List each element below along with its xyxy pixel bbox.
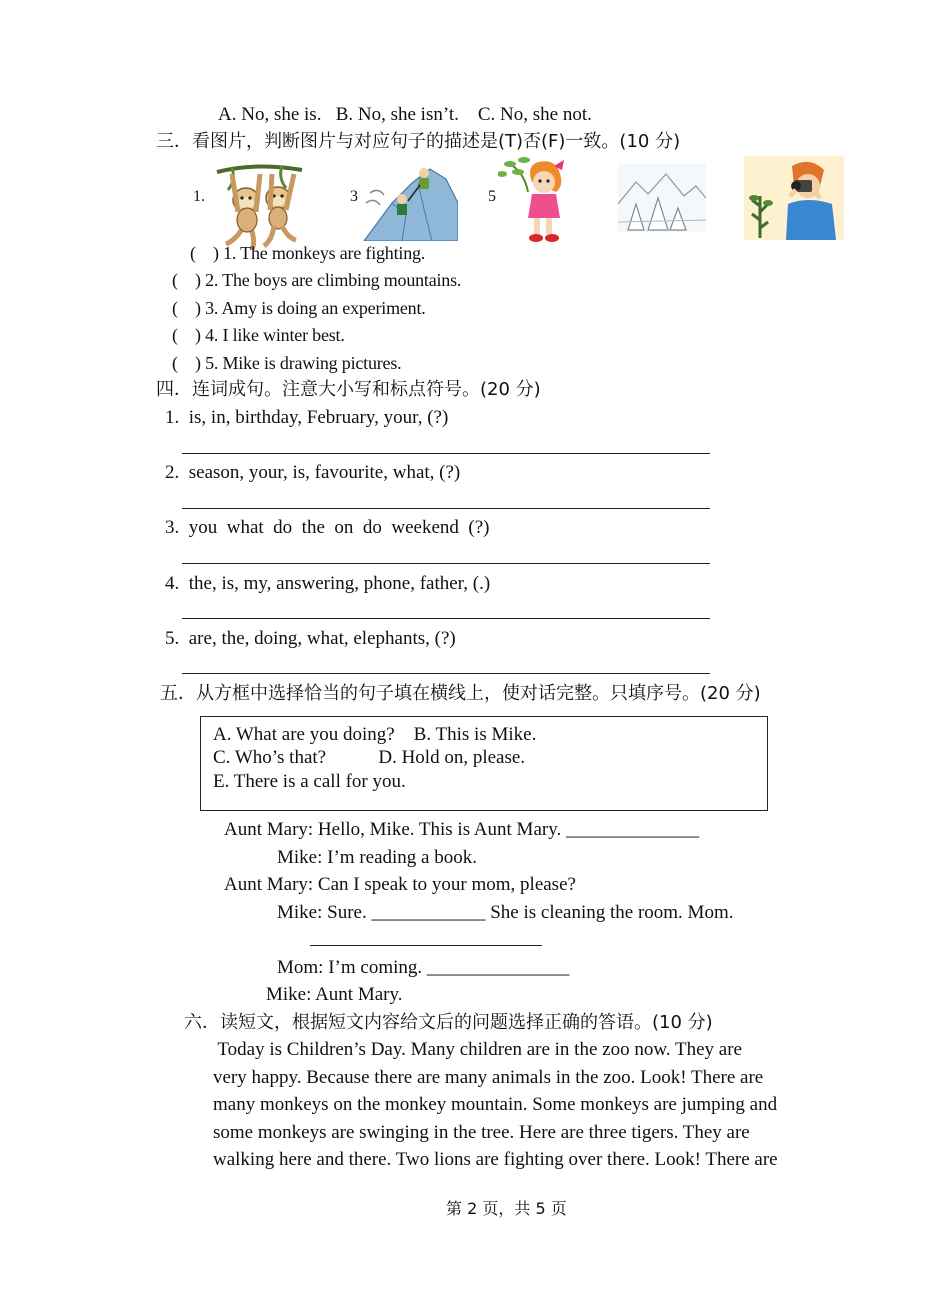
girl-with-plant-icon	[498, 152, 574, 244]
section4-item-5: 5. are, the, doing, what, elephants, (?)	[165, 628, 456, 649]
section4-item-1: 1. is, in, birthday, February, your, (?)	[165, 407, 449, 428]
pic-number-5: 5	[488, 188, 496, 205]
answer-line-1[interactable]	[182, 453, 710, 454]
answer-line-4[interactable]	[182, 618, 710, 619]
options-box-line-2: C. Who’s that? D. Hold on, please.	[213, 747, 526, 768]
passage-line-5: walking here and there. Two lions are fighting over there. Look! There are	[213, 1149, 778, 1170]
section4-heading: 四．连词成句。注意大小写和标点符号。(20 分)	[156, 379, 541, 400]
options-box-line-1: A. What are you doing? B. This is Mike.	[213, 724, 537, 745]
dialogue-answer-line[interactable]	[310, 945, 542, 946]
section3-heading: 三．看图片，判断图片与对应句子的描述是(T)否(F)一致。(10 分)	[156, 131, 681, 152]
passage-line-3: many monkeys on the monkey mountain. Some monkeys are jumping and	[213, 1094, 778, 1115]
passage-line-4: some monkeys are swinging in the tree. Here are three tigers. They are	[213, 1122, 750, 1143]
dialogue-line-5: Mom: I’m coming. _______________	[277, 957, 570, 978]
climbing-boys-icon	[362, 163, 458, 241]
section3-item-4: ( ) 4. I like winter best.	[172, 325, 345, 345]
dialogue-line-3: Aunt Mary: Can I speak to your mom, please?	[224, 874, 576, 895]
answer-line-5[interactable]	[182, 673, 710, 674]
dialogue-line-2: Mike: I’m reading a book.	[277, 847, 477, 868]
answer-line-2[interactable]	[182, 508, 710, 509]
answer-line-3[interactable]	[182, 563, 710, 564]
section3-item-1: ( ) 1. The monkeys are fighting.	[190, 243, 426, 263]
passage-line-2: very happy. Because there are many animals in the zoo. Look! There are	[213, 1067, 764, 1088]
dialogue-line-6: Mike: Aunt Mary.	[266, 984, 403, 1005]
section4-item-3: 3. you what do the on do weekend (?)	[165, 517, 490, 538]
page-footer: 第 2 页，共 5 页	[446, 1199, 567, 1218]
photographer-icon	[744, 156, 844, 240]
monkeys-icon	[212, 160, 304, 252]
options-box-line-3: E. There is a call for you.	[213, 771, 406, 792]
pic-number-3: 3	[350, 188, 358, 205]
section6-heading: 六．读短文，根据短文内容给文后的问题选择正确的答语。(10 分)	[184, 1012, 713, 1033]
top-options: A. No, she is. B. No, she isn’t. C. No, she not.	[218, 104, 592, 125]
passage-line-1: Today is Children’s Day. Many children are in the zoo now. They are	[213, 1039, 742, 1060]
dialogue-line-1: Aunt Mary: Hello, Mike. This is Aunt Mary. ______________	[224, 819, 699, 840]
section4-item-2: 2. season, your, is, favourite, what, (?)	[165, 462, 461, 483]
section5-heading: 五．从方框中选择恰当的句子填在横线上，使对话完整。只填序号。(20 分)	[160, 683, 761, 704]
pic-number-1: 1.	[193, 188, 205, 205]
section3-item-3: ( ) 3. Amy is doing an experiment.	[172, 298, 426, 318]
section3-item-5: ( ) 5. Mike is drawing pictures.	[172, 353, 402, 373]
dialogue-line-4: Mike: Sure. ____________ She is cleaning the room. Mom.	[277, 902, 734, 923]
section3-item-2: ( ) 2. The boys are climbing mountains.	[172, 270, 462, 290]
winter-landscape-icon	[618, 164, 706, 232]
section4-item-4: 4. the, is, my, answering, phone, father, (.)	[165, 573, 491, 594]
